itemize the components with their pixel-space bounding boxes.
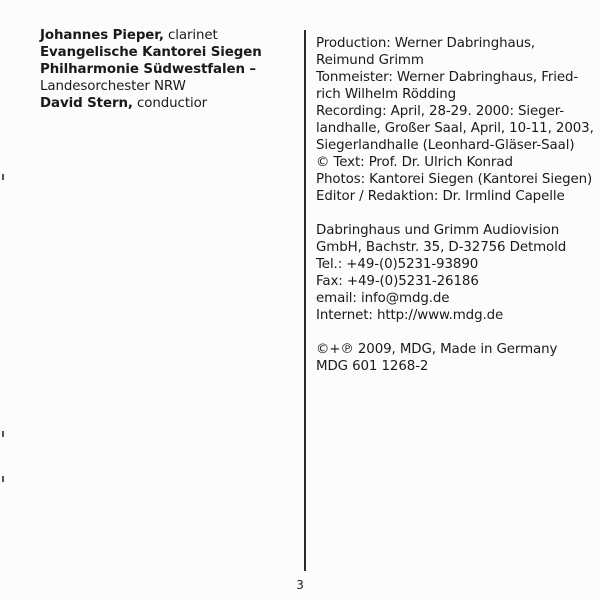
page-number: 3 bbox=[296, 578, 304, 592]
edge-mark bbox=[2, 174, 4, 180]
edge-mark bbox=[2, 476, 4, 482]
contact-text: GmbH, Bachstr. 35, D-32756 Detmold bbox=[316, 240, 567, 255]
credit-text: Tonmeister: Werner Dabringhaus, Fried- bbox=[316, 70, 579, 85]
column-divider bbox=[304, 30, 306, 571]
contact-text: Tel.: +49-(0)5231-93890 bbox=[316, 257, 479, 272]
credit-text: Reimund Grimm bbox=[316, 53, 424, 68]
catalog-number: MDG 601 1268-2 bbox=[316, 359, 429, 374]
performer-line: Landesorchester NRW bbox=[40, 79, 186, 94]
credit-text: Recording: April, 28-29. 2000: Sieger- bbox=[316, 104, 565, 119]
credit-text: © Text: Prof. Dr. Ulrich Konrad bbox=[316, 155, 513, 170]
publisher-contact bbox=[316, 222, 596, 324]
credit-text: rich Wilhelm Rödding bbox=[316, 87, 457, 102]
contact-text: Dabringhaus und Grimm Audiovision bbox=[316, 223, 560, 238]
edge-mark bbox=[2, 431, 4, 437]
credit-text: landhalle, Großer Saal, April, 10-11, 2003, bbox=[316, 121, 594, 136]
copyright-notice bbox=[316, 341, 596, 375]
contact-text: email: info@mdg.de bbox=[316, 291, 450, 306]
credit-text: Production: Werner Dabringhaus, bbox=[316, 36, 536, 51]
copyright-text: ©+℗ 2009, MDG, Made in Germany bbox=[316, 342, 558, 357]
performer-line: Evangelische Kantorei Siegen bbox=[40, 45, 262, 60]
performer-line: Johannes Pieper, clarinet bbox=[40, 28, 218, 43]
production-credits bbox=[316, 35, 596, 205]
contact-text: Internet: http://www.mdg.de bbox=[316, 308, 504, 323]
performer-line: David Stern, conductior bbox=[40, 96, 208, 111]
contact-text: Fax: +49-(0)5231-26186 bbox=[316, 274, 479, 289]
credits-column bbox=[316, 35, 596, 392]
credit-text: Siegerlandhalle (Leonhard-Gläser-Saal) bbox=[316, 138, 575, 153]
credit-text: Photos: Kantorei Siegen (Kantorei Siegen) bbox=[316, 172, 593, 187]
performers-list bbox=[40, 27, 290, 112]
credit-text: Editor / Redaktion: Dr. Irmlind Capelle bbox=[316, 189, 565, 204]
performer-line: Philharmonie Südwestfalen – bbox=[40, 62, 257, 77]
